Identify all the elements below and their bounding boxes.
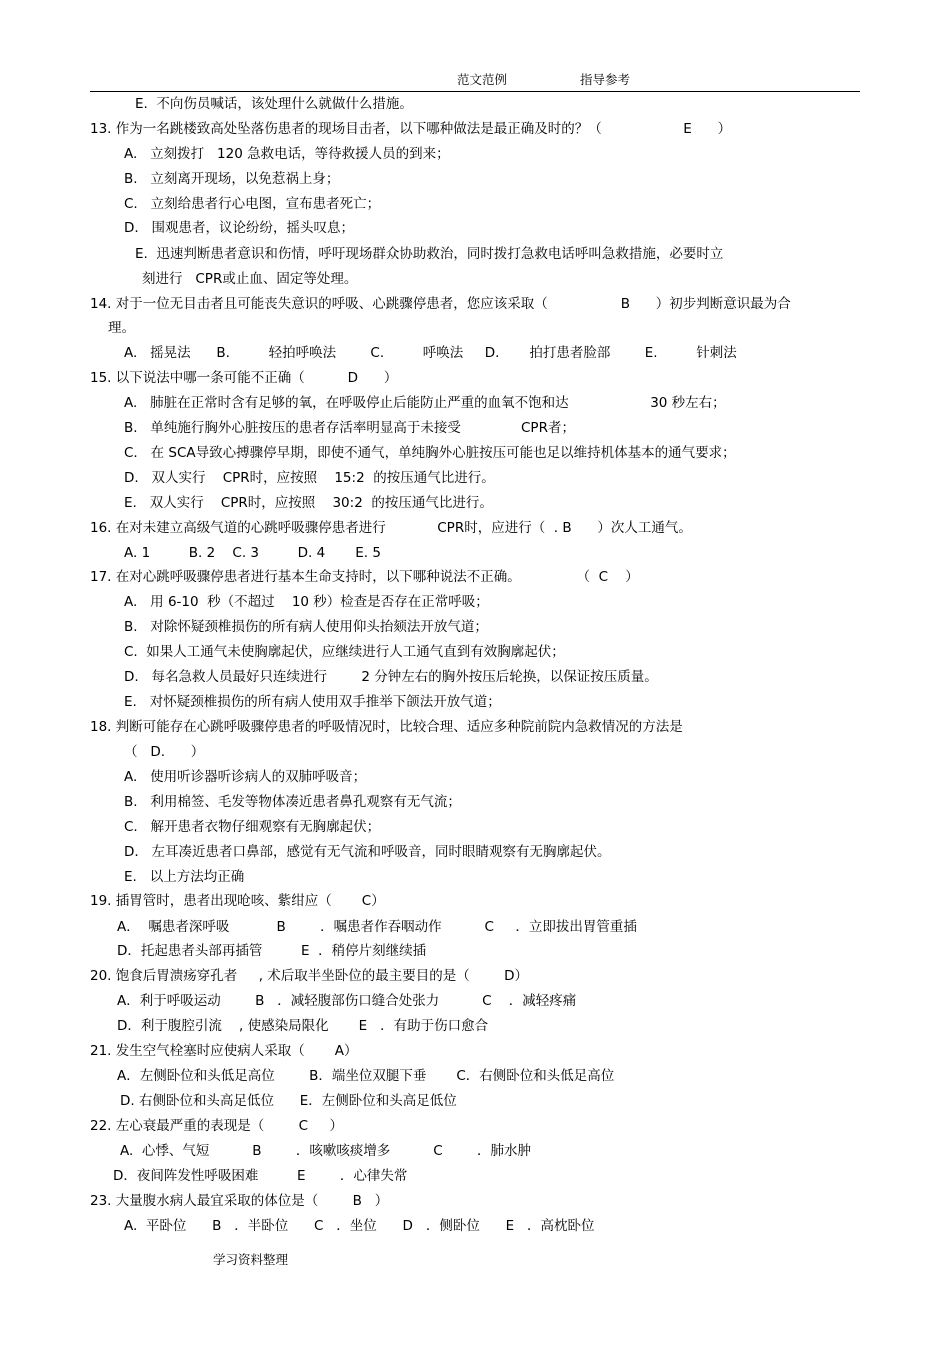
option-line: C. 在 SCA导致心搏骤停早期，即使不通气，单纯胸外心脏按压可能也足以维持机体基本的通气要求； xyxy=(124,445,736,461)
question-13: 13. 作为一名跳楼致高处坠落伤患者的现场目击者，以下哪种做法是最正确及时的？（ E ） xyxy=(90,121,732,137)
option-line: D. 双人实行 CPR时，应按照 15:2 的按压通气比进行。 xyxy=(124,470,495,486)
question-14: 14. 对于一位无目击者且可能丧失意识的呼吸、心跳骤停患者，您应该采取（ B ）初步判断意识最为合 xyxy=(90,296,791,312)
option-line: C. 立刻给患者行心电图，宣布患者死亡； xyxy=(124,196,381,212)
question-16: 16. 在对未建立高级气道的心跳呼吸骤停患者进行 CPR时，应进行（ . B ）次人工通气。 xyxy=(90,520,692,536)
question-19: 19. 插胃管时，患者出现呛咳、紫绀应（ C） xyxy=(90,893,385,909)
option-line: D. 每名急救人员最好只连续进行 2 分钟左右的胸外按压后轮换，以保证按压质量。 xyxy=(124,669,658,685)
option-line: E. 双人实行 CPR时，应按照 30:2 的按压通气比进行。 xyxy=(124,495,493,511)
option-line: B. 利用棉签、毛发等物体凑近患者鼻孔观察有无气流； xyxy=(124,794,461,810)
text-line: （ D. ） xyxy=(124,744,205,760)
option-line: A. 心悸、气短 B ．咳嗽咳痰增多 C ．肺水肿 xyxy=(120,1143,532,1159)
text-line: E. 不向伤员喊话，该处理什么就做什么措施。 xyxy=(135,96,413,112)
question-17: 17. 在对心跳呼吸骤停患者进行基本生命支持时，以下哪种说法不正确。 （ C ） xyxy=(90,569,639,585)
text-line: 刻进行 CPR或止血、固定等处理。 xyxy=(142,271,358,287)
option-line: E. 迅速判断患者意识和伤情，呼吁现场群众协助救治，同时拨打急救电话呼叫急救措施，必要时立 xyxy=(135,246,724,262)
question-18: 18. 判断可能存在心跳呼吸骤停患者的呼吸情况时，比较合理、适应多种院前院内急救情况的方法是 xyxy=(90,719,683,735)
option-line: A． 嘱患者深呼吸 B ．嘱患者作吞咽动作 C ．立即拔出胃管重插 xyxy=(117,919,637,935)
option-line: A. 平卧位 B ．半卧位 C ．坐位 D ．侧卧位 E ．高枕卧位 xyxy=(124,1218,595,1234)
option-line: D. 右侧卧位和头高足低位 E．左侧卧位和头高足低位 xyxy=(120,1093,457,1109)
header-rule xyxy=(90,91,860,92)
question-22: 22. 左心衰最严重的表现是（ C ） xyxy=(90,1118,343,1134)
footer-text: 学习资料整理 xyxy=(213,1252,289,1267)
question-23: 23. 大量腹水病人最宜采取的体位是（ B ） xyxy=(90,1193,389,1209)
option-line: A. 1 B. 2 C. 3 D. 4 E. 5 xyxy=(124,545,381,561)
option-line: B. 立刻离开现场，以免惹祸上身； xyxy=(124,171,340,187)
header-left: 范文范例 xyxy=(457,72,508,87)
question-15: 15. 以下说法中哪一条可能不正确（ D ） xyxy=(90,370,398,386)
option-line: E. 以上方法均正确 xyxy=(124,869,245,885)
option-line: A. 使用听诊器听诊病人的双肺呼吸音； xyxy=(124,769,367,785)
option-line: E. 对怀疑颈椎损伤的所有病人使用双手推举下颌法开放气道； xyxy=(124,694,501,710)
option-line: A. 肺脏在正常时含有足够的氧，在呼吸停止后能防止严重的血氧不饱和达 30 秒左右； xyxy=(124,395,726,411)
option-line: B. 单纯施行胸外心脏按压的患者存活率明显高于未接受 CPR者； xyxy=(124,420,575,436)
option-line: C. 解开患者衣物仔细观察有无胸廓起伏； xyxy=(124,819,381,835)
option-line: D．利于腹腔引流 , 使感染局限化 E ．有助于伤口愈合 xyxy=(117,1018,489,1034)
option-line: A. 摇晃法 B. 轻拍呼唤法 C. 呼唤法 D. 拍打患者脸部 E. 针刺法 xyxy=(124,345,737,361)
option-line: C. 如果人工通气未使胸廓起伏，应继续进行人工通气直到有效胸廓起伏； xyxy=(124,644,565,660)
option-line: A. 立刻拨打 120 急救电话，等待救援人员的到来； xyxy=(124,146,450,162)
option-line: D．托起患者头部再插管 E ．稍停片刻继续插 xyxy=(117,943,427,959)
text-line: 理。 xyxy=(108,320,135,336)
option-line: D. 左耳凑近患者口鼻部，感觉有无气流和呼吸音，同时眼睛观察有无胸廓起伏。 xyxy=(124,844,611,860)
question-21: 21. 发生空气栓塞时应使病人采取（ A） xyxy=(90,1043,358,1059)
option-line: A．利于呼吸运动 B ．减轻腹部伤口缝合处张力 C ．减轻疼痛 xyxy=(117,993,577,1009)
option-line: D．夜间阵发性呼吸困难 E ．心律失常 xyxy=(113,1168,408,1184)
option-line: A. 用 6-10 秒（不超过 10 秒）检查是否存在正常呼吸； xyxy=(124,594,489,610)
option-line: D. 围观患者，议论纷纷，摇头叹息； xyxy=(124,220,355,236)
question-20: 20. 饱食后胃溃疡穿孔者 , 术后取半坐卧位的最主要目的是（ D） xyxy=(90,968,529,984)
header-right: 指导参考 xyxy=(580,72,631,87)
option-line: B. 对除怀疑颈椎损伤的所有病人使用仰头抬颏法开放气道； xyxy=(124,619,488,635)
option-line: A．左侧卧位和头低足高位 B．端坐位双腿下垂 C．右侧卧位和头低足高位 xyxy=(117,1068,615,1084)
